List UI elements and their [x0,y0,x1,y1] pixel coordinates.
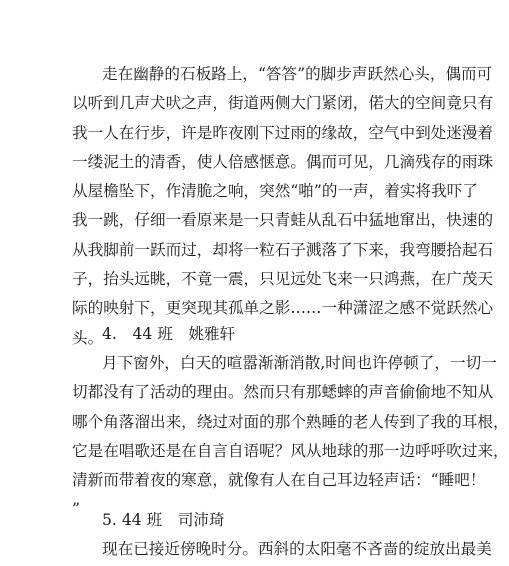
essay-paragraph-2 [72,349,509,525]
text-line: 月下窗外，白天的喧嚣渐渐消散,时间也许停顿了，一切一 [102,354,497,372]
text-line: 哪个角落溜出来，绕过对面的那个熟睡的老人传到了我的耳根， [72,412,509,431]
text-line: 际的映射下，更突现其孤单之影……一种潇涩之感不觉跃然心 [72,299,494,318]
text-line: 从我脚前一跃而过，却将一粒石子溅落了下来，我弯腰拾起石 [72,240,494,259]
text-line: 走在幽静的石板路上，“答答”的脚步声跃然心头，偶而可 [102,65,493,83]
text-line: 一缕泥土的清香，使人倍感惬意。偶而可见，几滴残存的雨珠 [72,152,494,171]
text-line: ” [72,500,80,519]
text-line: 头。 [72,328,104,347]
text-line: 子，抬头远眺，不竟一震，只见远处飞来一只鸿燕，在广茂天 [72,270,494,289]
text-line: 现在已接近傍晚时分。西斜的太阳毫不吝啬的绽放出最美 [102,540,492,558]
section-heading-5: 5. 44 班 司沛琦 [102,511,225,529]
text-line: 我一人在行步，许是昨夜刚下过雨的缘故，空气中到处迷漫着 [72,123,494,142]
essay-paragraph-3 [72,535,492,564]
text-line: 我一跳，仔细一看原来是一只青蛙从乱石中猛地窜出，快速的 [72,211,494,230]
section-heading-4: 4. 44 班 姚雅轩 [102,325,236,343]
text-line: 以听到几声犬吠之声，街道两侧大门紧闭，偌大的空间竟只有 [72,94,494,113]
text-line: 从屋檐坠下，作清脆之响，突然“啪”的一声，着实将我吓了 [72,182,478,201]
text-line: 它是在唱歌还是在自言自语呢？风从地球的那一边呼呼吹过来， [72,441,509,460]
text-line: 切都没有了活动的理由。然而只有那蟋蟀的声音偷偷地不知从 [72,383,494,402]
essay-paragraph-1 [72,60,494,353]
text-line: 清新而带着夜的寒意，就像有人在自己耳边轻声话：“睡吧！ [72,471,486,490]
